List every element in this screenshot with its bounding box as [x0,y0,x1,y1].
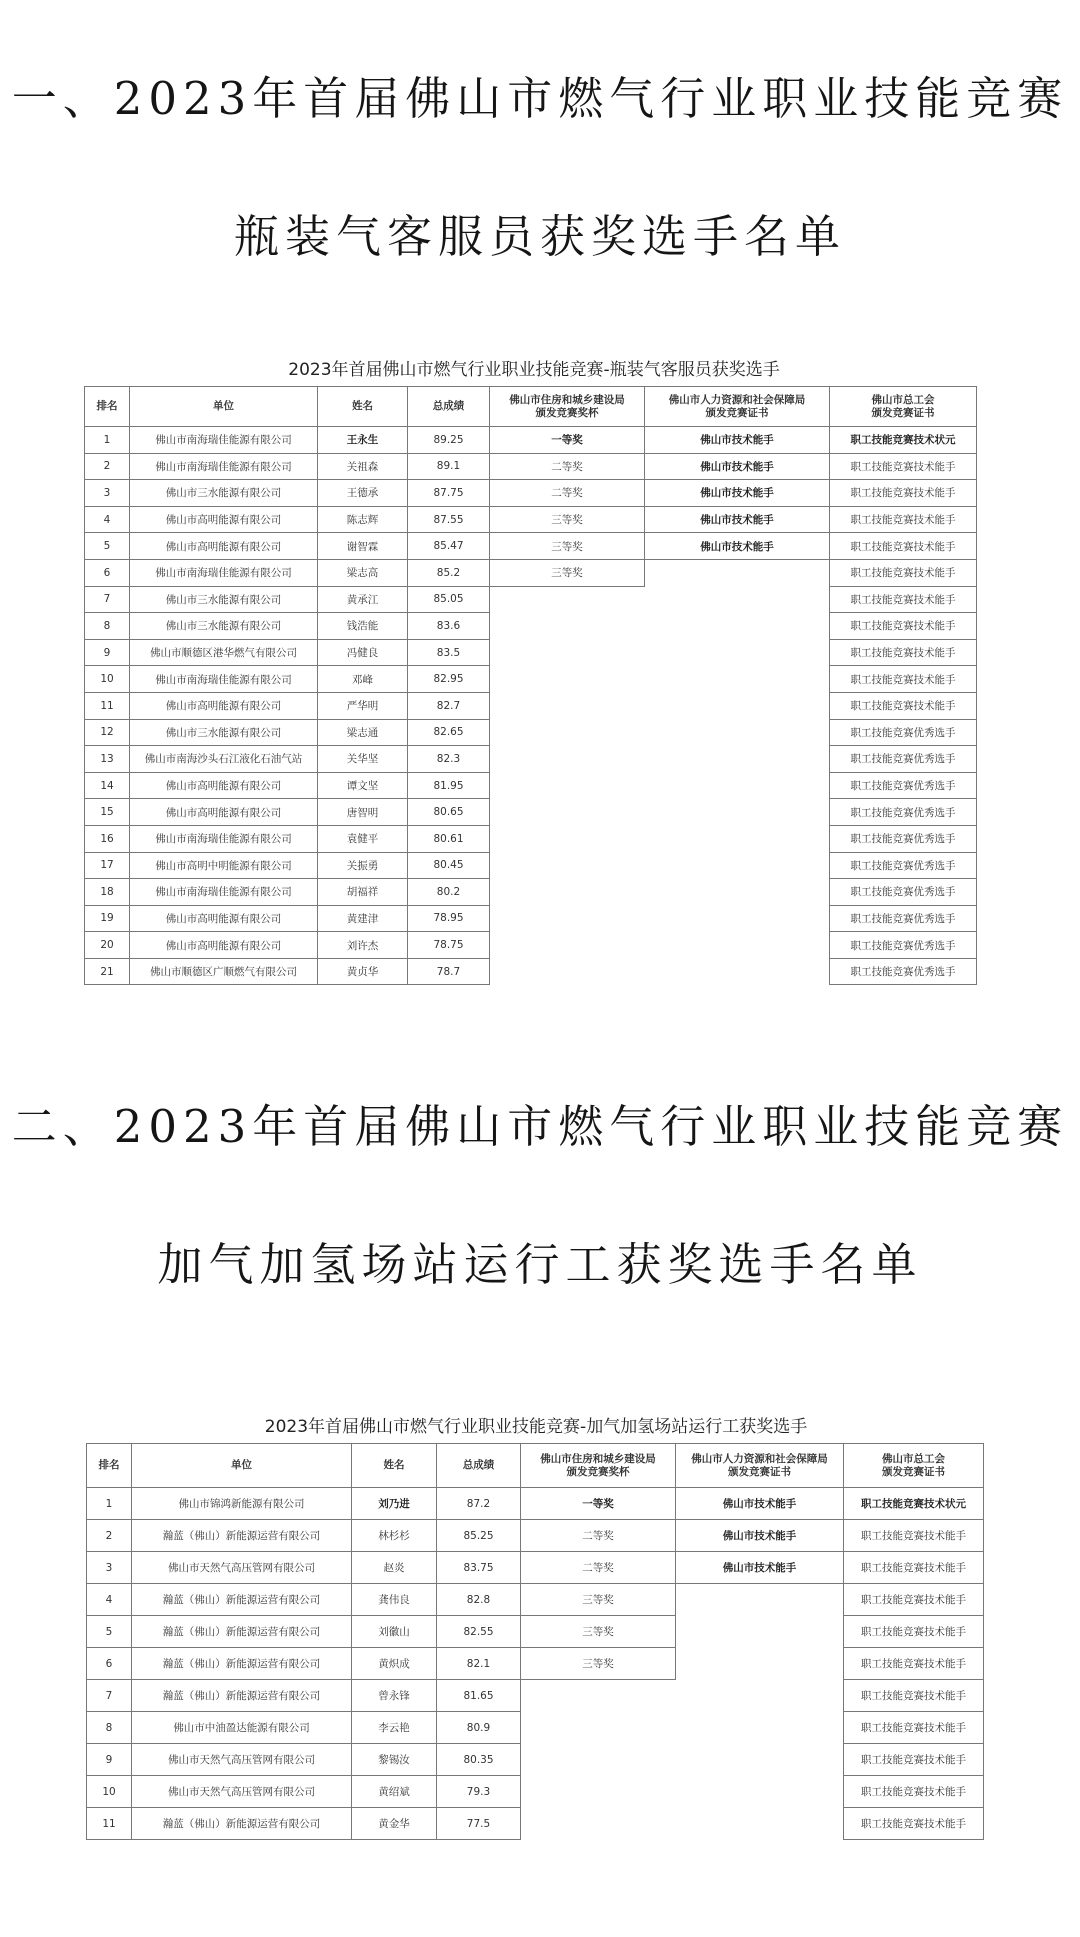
score-cell: 82.1 [437,1648,521,1680]
score-cell: 85.2 [408,559,490,586]
column-header-name: 姓名 [318,387,408,427]
rank-cell: 8 [87,1712,132,1744]
union-certificate-cell: 职工技能竞赛优秀选手 [830,719,977,746]
trophy-cell [490,666,645,693]
table-row [87,1648,984,1680]
union-certificate-cell: 职工技能竞赛技术能手 [844,1584,984,1616]
trophy-cell [490,958,645,985]
rank-cell: 13 [85,746,130,773]
section1-award-table [84,386,977,985]
trophy-cell: 三等奖 [490,533,645,560]
score-cell: 78.7 [408,958,490,985]
rank-cell: 5 [85,533,130,560]
union-certificate-cell: 职工技能竞赛优秀选手 [830,905,977,932]
unit-cell: 佛山市天然气高压管网有限公司 [132,1744,352,1776]
score-cell: 89.25 [408,427,490,454]
name-cell: 关祖森 [318,453,408,480]
rank-cell: 1 [87,1488,132,1520]
score-cell: 89.1 [408,453,490,480]
trophy-cell [490,639,645,666]
certificate-cell: 佛山市技术能手 [645,506,830,533]
unit-cell: 瀚蓝（佛山）新能源运营有限公司 [132,1520,352,1552]
rank-cell: 11 [87,1808,132,1840]
certificate-cell: 佛山市技术能手 [645,480,830,507]
section2-table-body [87,1488,984,1840]
trophy-cell: 二等奖 [490,453,645,480]
name-cell: 谭文坚 [318,772,408,799]
union-certificate-cell: 职工技能竞赛优秀选手 [830,746,977,773]
rank-cell: 16 [85,825,130,852]
certificate-cell: 佛山市技术能手 [676,1520,844,1552]
table-row [87,1552,984,1584]
column-header-unit: 单位 [132,1444,352,1488]
rank-cell: 7 [85,586,130,613]
union-certificate-cell: 职工技能竞赛优秀选手 [830,852,977,879]
certificate-cell [645,958,830,985]
rank-cell: 10 [87,1776,132,1808]
trophy-cell [490,905,645,932]
name-cell: 黄建津 [318,905,408,932]
column-header-name: 姓名 [352,1444,437,1488]
union-certificate-cell: 职工技能竞赛优秀选手 [830,932,977,959]
name-cell: 刘乃进 [352,1488,437,1520]
union-certificate-cell: 职工技能竞赛技术能手 [844,1616,984,1648]
certificate-cell: 佛山市技术能手 [645,427,830,454]
name-cell: 黄绍斌 [352,1776,437,1808]
trophy-cell [521,1680,676,1712]
score-cell: 85.47 [408,533,490,560]
table-row [85,692,977,719]
trophy-cell [490,825,645,852]
name-cell: 曾永锋 [352,1680,437,1712]
name-cell: 唐智明 [318,799,408,826]
score-cell: 82.7 [408,692,490,719]
trophy-cell [490,879,645,906]
rank-cell: 12 [85,719,130,746]
name-cell: 关华坚 [318,746,408,773]
score-cell: 81.95 [408,772,490,799]
unit-cell: 佛山市顺德区广顺燃气有限公司 [130,958,318,985]
table-row [87,1776,984,1808]
unit-cell: 佛山市高明能源有限公司 [130,506,318,533]
table-header-row [85,387,977,427]
table-row [85,799,977,826]
name-cell: 黄炽成 [352,1648,437,1680]
section2-heading-line1: 二、2023年首届佛山市燃气行业职业技能竞赛 [11,1100,1069,1153]
column-header-score: 总成绩 [408,387,490,427]
score-cell: 87.75 [408,480,490,507]
rank-cell: 11 [85,692,130,719]
union-certificate-cell: 职工技能竞赛技术能手 [844,1744,984,1776]
unit-cell: 佛山市高明中明能源有限公司 [130,852,318,879]
name-cell: 李云艳 [352,1712,437,1744]
certificate-cell [645,586,830,613]
certificate-cell: 佛山市技术能手 [645,533,830,560]
table-row [85,427,977,454]
certificate-cell [676,1616,844,1648]
table-row [85,480,977,507]
certificate-cell [645,613,830,640]
table-row [85,586,977,613]
union-certificate-cell: 职工技能竞赛技术状元 [830,427,977,454]
rank-cell: 4 [87,1584,132,1616]
unit-cell: 佛山市高明能源有限公司 [130,932,318,959]
column-header-score: 总成绩 [437,1444,521,1488]
score-cell: 78.75 [408,932,490,959]
column-header-union-certificate: 佛山市总工会 颁发竞赛证书 [844,1444,984,1488]
rank-cell: 4 [85,506,130,533]
unit-cell: 佛山市三水能源有限公司 [130,719,318,746]
score-cell: 83.5 [408,639,490,666]
rank-cell: 5 [87,1616,132,1648]
unit-cell: 佛山市天然气高压管网有限公司 [132,1776,352,1808]
trophy-cell [490,586,645,613]
score-cell: 78.95 [408,905,490,932]
section1-heading-line1: 一、2023年首届佛山市燃气行业职业技能竞赛 [11,72,1069,125]
table-row [85,719,977,746]
union-certificate-cell: 职工技能竞赛技术能手 [830,559,977,586]
unit-cell: 瀚蓝（佛山）新能源运营有限公司 [132,1808,352,1840]
score-cell: 81.65 [437,1680,521,1712]
table-header-row [87,1444,984,1488]
rank-cell: 15 [85,799,130,826]
trophy-cell [521,1744,676,1776]
unit-cell: 佛山市南海瑞佳能源有限公司 [130,559,318,586]
score-cell: 80.45 [408,852,490,879]
name-cell: 关振勇 [318,852,408,879]
section1-table-body [85,427,977,985]
section2-table-title: 2023年首届佛山市燃气行业职业技能竞赛-加气加氢场站运行工获奖选手 [264,1417,808,1437]
table-row [85,639,977,666]
union-certificate-cell: 职工技能竞赛技术能手 [844,1776,984,1808]
rank-cell: 19 [85,905,130,932]
trophy-cell [490,692,645,719]
rank-cell: 8 [85,613,130,640]
union-certificate-cell: 职工技能竞赛技术能手 [844,1520,984,1552]
column-header-certificate: 佛山市人力资源和社会保障局 颁发竞赛证书 [676,1444,844,1488]
certificate-cell: 佛山市技术能手 [645,453,830,480]
unit-cell: 佛山市南海瑞佳能源有限公司 [130,427,318,454]
union-certificate-cell: 职工技能竞赛技术能手 [830,506,977,533]
table-row [85,746,977,773]
section1-table-block [84,355,984,985]
score-cell: 80.35 [437,1744,521,1776]
union-certificate-cell: 职工技能竞赛优秀选手 [830,879,977,906]
unit-cell: 佛山市高明能源有限公司 [130,533,318,560]
unit-cell: 佛山市南海瑞佳能源有限公司 [130,666,318,693]
table-row [87,1808,984,1840]
trophy-cell [490,613,645,640]
name-cell: 黄金华 [352,1808,437,1840]
rank-cell: 1 [85,427,130,454]
table-row [85,825,977,852]
table-row [85,905,977,932]
unit-cell: 佛山市顺德区港华燃气有限公司 [130,639,318,666]
column-header-union-certificate: 佛山市总工会 颁发竞赛证书 [830,387,977,427]
certificate-cell [645,879,830,906]
trophy-cell: 二等奖 [521,1552,676,1584]
union-certificate-cell: 职工技能竞赛技术能手 [844,1680,984,1712]
name-cell: 黎锡汝 [352,1744,437,1776]
section2-award-table [86,1443,984,1840]
name-cell: 梁志高 [318,559,408,586]
union-certificate-cell: 职工技能竞赛技术能手 [830,613,977,640]
unit-cell: 佛山市高明能源有限公司 [130,692,318,719]
trophy-cell: 二等奖 [521,1520,676,1552]
score-cell: 83.6 [408,613,490,640]
union-certificate-cell: 职工技能竞赛技术能手 [830,639,977,666]
name-cell: 梁志通 [318,719,408,746]
certificate-cell [676,1776,844,1808]
rank-cell: 21 [85,958,130,985]
name-cell: 黄承江 [318,586,408,613]
table-row [85,613,977,640]
trophy-cell: 三等奖 [521,1616,676,1648]
union-certificate-cell: 职工技能竞赛技术能手 [830,692,977,719]
unit-cell: 佛山市天然气高压管网有限公司 [132,1552,352,1584]
score-cell: 82.3 [408,746,490,773]
rank-cell: 3 [87,1552,132,1584]
name-cell: 龚伟良 [352,1584,437,1616]
name-cell: 袁健平 [318,825,408,852]
rank-cell: 2 [87,1520,132,1552]
name-cell: 王德承 [318,480,408,507]
table-row [85,772,977,799]
rank-cell: 7 [87,1680,132,1712]
certificate-cell [676,1584,844,1616]
certificate-cell [645,666,830,693]
rank-cell: 10 [85,666,130,693]
column-header-rank: 排名 [85,387,130,427]
certificate-cell [676,1712,844,1744]
trophy-cell [490,772,645,799]
column-header-trophy: 佛山市住房和城乡建设局 颁发竞赛奖杯 [490,387,645,427]
score-cell: 85.05 [408,586,490,613]
rank-cell: 9 [87,1744,132,1776]
rank-cell: 18 [85,879,130,906]
union-certificate-cell: 职工技能竞赛技术能手 [830,533,977,560]
section1-table-title: 2023年首届佛山市燃气行业职业技能竞赛-瓶装气客服员获奖选手 [288,360,780,380]
certificate-cell [676,1680,844,1712]
rank-cell: 3 [85,480,130,507]
union-certificate-cell: 职工技能竞赛技术能手 [830,480,977,507]
score-cell: 79.3 [437,1776,521,1808]
unit-cell: 佛山市南海瑞佳能源有限公司 [130,453,318,480]
union-certificate-cell: 职工技能竞赛技术能手 [844,1648,984,1680]
column-header-unit: 单位 [130,387,318,427]
union-certificate-cell: 职工技能竞赛优秀选手 [830,799,977,826]
union-certificate-cell: 职工技能竞赛优秀选手 [830,825,977,852]
union-certificate-cell: 职工技能竞赛技术能手 [830,666,977,693]
trophy-cell [490,932,645,959]
unit-cell: 佛山市高明能源有限公司 [130,799,318,826]
name-cell: 刘许杰 [318,932,408,959]
trophy-cell [490,852,645,879]
score-cell: 82.8 [437,1584,521,1616]
certificate-cell [645,932,830,959]
table-row [85,559,977,586]
union-certificate-cell: 职工技能竞赛优秀选手 [830,958,977,985]
score-cell: 80.2 [408,879,490,906]
trophy-cell: 二等奖 [490,480,645,507]
name-cell: 谢智霖 [318,533,408,560]
trophy-cell: 三等奖 [521,1584,676,1616]
union-certificate-cell: 职工技能竞赛技术能手 [830,586,977,613]
unit-cell: 佛山市三水能源有限公司 [130,480,318,507]
trophy-cell [521,1776,676,1808]
union-certificate-cell: 职工技能竞赛技术能手 [844,1552,984,1584]
score-cell: 77.5 [437,1808,521,1840]
score-cell: 80.9 [437,1712,521,1744]
trophy-cell [490,746,645,773]
certificate-cell [645,852,830,879]
unit-cell: 瀚蓝（佛山）新能源运营有限公司 [132,1584,352,1616]
table-row [87,1520,984,1552]
rank-cell: 17 [85,852,130,879]
name-cell: 陈志辉 [318,506,408,533]
table-row [85,879,977,906]
score-cell: 85.25 [437,1520,521,1552]
section2-table-block [86,1412,986,1840]
certificate-cell [645,746,830,773]
table-row [87,1744,984,1776]
section1-heading-line2: 瓶装气客服员获奖选手名单 [233,210,846,263]
certificate-cell [676,1744,844,1776]
certificate-cell [645,825,830,852]
unit-cell: 佛山市三水能源有限公司 [130,613,318,640]
table-row [87,1712,984,1744]
name-cell: 王永生 [318,427,408,454]
name-cell: 刘徽山 [352,1616,437,1648]
table-row [85,666,977,693]
union-certificate-cell: 职工技能竞赛技术能手 [844,1712,984,1744]
trophy-cell [490,799,645,826]
score-cell: 82.95 [408,666,490,693]
certificate-cell [645,799,830,826]
column-header-trophy: 佛山市住房和城乡建设局 颁发竞赛奖杯 [521,1444,676,1488]
name-cell: 林杉杉 [352,1520,437,1552]
union-certificate-cell: 职工技能竞赛技术状元 [844,1488,984,1520]
column-header-rank: 排名 [87,1444,132,1488]
unit-cell: 佛山市南海瑞佳能源有限公司 [130,879,318,906]
certificate-cell [645,772,830,799]
certificate-cell: 佛山市技术能手 [676,1552,844,1584]
table-row [85,932,977,959]
name-cell: 严华明 [318,692,408,719]
score-cell: 87.2 [437,1488,521,1520]
table-row [87,1680,984,1712]
certificate-cell [645,719,830,746]
rank-cell: 20 [85,932,130,959]
unit-cell: 佛山市南海瑞佳能源有限公司 [130,825,318,852]
trophy-cell: 三等奖 [521,1648,676,1680]
unit-cell: 瀚蓝（佛山）新能源运营有限公司 [132,1648,352,1680]
unit-cell: 佛山市高明能源有限公司 [130,905,318,932]
certificate-cell: 佛山市技术能手 [676,1488,844,1520]
name-cell: 钱浩能 [318,613,408,640]
trophy-cell [521,1808,676,1840]
trophy-cell: 一等奖 [521,1488,676,1520]
unit-cell: 佛山市南海沙头石江液化石油气站 [130,746,318,773]
trophy-cell: 三等奖 [490,559,645,586]
name-cell: 冯健良 [318,639,408,666]
union-certificate-cell: 职工技能竞赛技术能手 [844,1808,984,1840]
unit-cell: 佛山市锦鸿新能源有限公司 [132,1488,352,1520]
unit-cell: 佛山市中油盈达能源有限公司 [132,1712,352,1744]
trophy-cell: 一等奖 [490,427,645,454]
name-cell: 黄贞华 [318,958,408,985]
certificate-cell [645,639,830,666]
rank-cell: 6 [87,1648,132,1680]
name-cell: 赵炎 [352,1552,437,1584]
name-cell: 胡福祥 [318,879,408,906]
trophy-cell: 三等奖 [490,506,645,533]
rank-cell: 14 [85,772,130,799]
score-cell: 80.65 [408,799,490,826]
score-cell: 82.55 [437,1616,521,1648]
rank-cell: 9 [85,639,130,666]
name-cell: 邓峰 [318,666,408,693]
trophy-cell [490,719,645,746]
certificate-cell [676,1808,844,1840]
unit-cell: 瀚蓝（佛山）新能源运营有限公司 [132,1680,352,1712]
score-cell: 87.55 [408,506,490,533]
section2-heading-line2: 加气加氢场站运行工获奖选手名单 [157,1238,923,1291]
union-certificate-cell: 职工技能竞赛技术能手 [830,453,977,480]
certificate-cell [645,559,830,586]
rank-cell: 2 [85,453,130,480]
table-row [87,1616,984,1648]
score-cell: 82.65 [408,719,490,746]
unit-cell: 佛山市三水能源有限公司 [130,586,318,613]
certificate-cell [645,905,830,932]
table-row [87,1584,984,1616]
table-row [85,852,977,879]
score-cell: 83.75 [437,1552,521,1584]
column-header-certificate: 佛山市人力资源和社会保障局 颁发竞赛证书 [645,387,830,427]
table-row [85,958,977,985]
table-row [85,506,977,533]
table-row [87,1488,984,1520]
table-row [85,453,977,480]
trophy-cell [521,1712,676,1744]
table-row [85,533,977,560]
unit-cell: 瀚蓝（佛山）新能源运营有限公司 [132,1616,352,1648]
certificate-cell [676,1648,844,1680]
rank-cell: 6 [85,559,130,586]
unit-cell: 佛山市高明能源有限公司 [130,772,318,799]
certificate-cell [645,692,830,719]
score-cell: 80.61 [408,825,490,852]
union-certificate-cell: 职工技能竞赛优秀选手 [830,772,977,799]
